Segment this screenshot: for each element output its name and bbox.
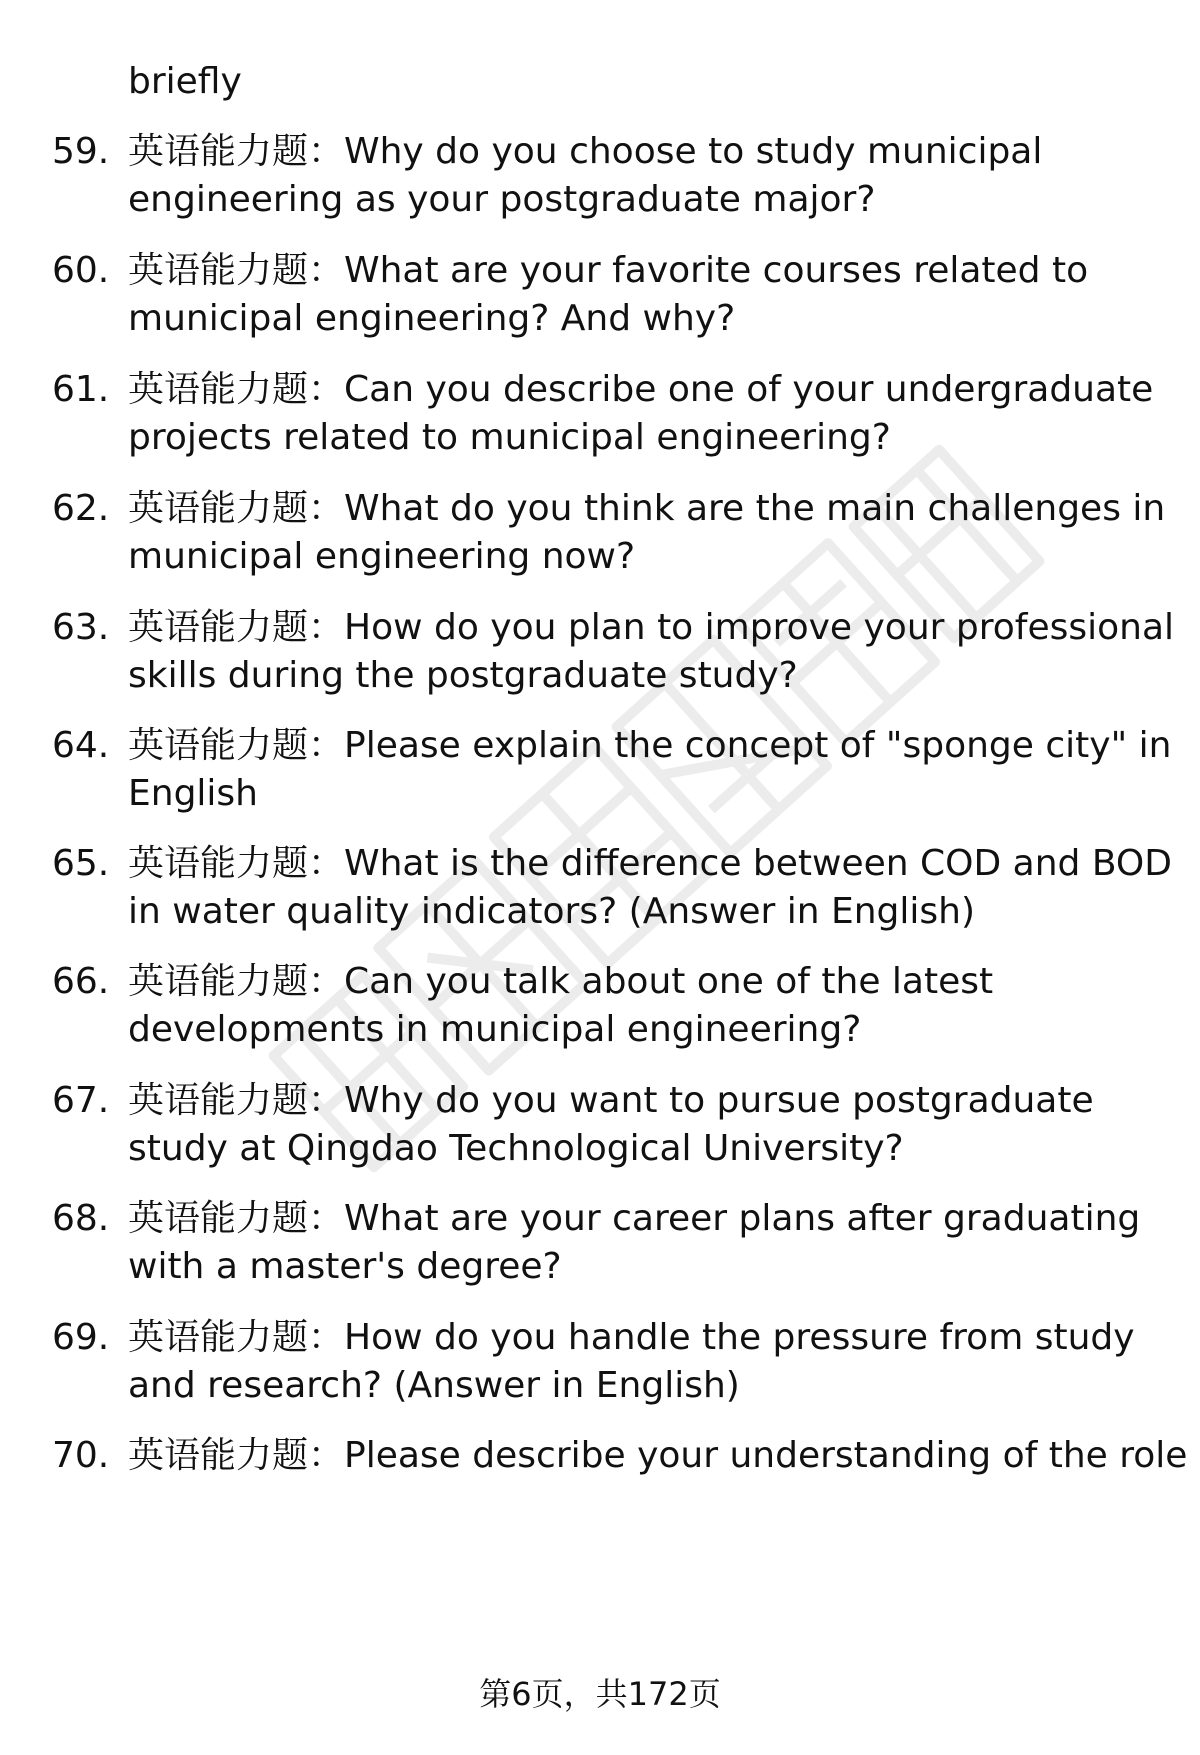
question-item-66 (52, 958, 1162, 1054)
question-item-68 (52, 1195, 1162, 1291)
question-item-62 (52, 485, 1166, 581)
question-item-64 (52, 722, 1172, 818)
question-number: 64. (52, 725, 110, 766)
question-item-70 (52, 1432, 1188, 1480)
question-text-line: 英语能力题：What are your favorite courses related to (128, 250, 1089, 291)
question-number: 63. (52, 607, 110, 648)
question-text-line: and research? (Answer in English) (128, 1365, 740, 1406)
question-text-line: with a master's degree? (128, 1246, 562, 1287)
question-text-line: projects related to municipal engineering? (128, 417, 891, 458)
question-item-63 (52, 604, 1175, 700)
question-text-line: municipal engineering now? (128, 536, 636, 577)
question-item-61 (52, 366, 1162, 462)
question-text-line: 英语能力题：Please explain the concept of "sponge city" in (128, 725, 1172, 766)
question-item-67 (52, 1077, 1162, 1173)
question-number: 59. (52, 131, 110, 172)
question-text-line: 英语能力题：Please describe your understanding of the role (128, 1435, 1188, 1476)
question-text-line: 英语能力题：Why do you want to pursue postgraduate (128, 1080, 1094, 1121)
question-text-line: engineering as your postgraduate major? (128, 179, 876, 220)
question-number: 62. (52, 488, 110, 529)
continued-text: briefly (128, 61, 242, 102)
question-text-line: in water quality indicators? (Answer in English) (128, 891, 976, 932)
question-number: 69. (52, 1317, 110, 1358)
question-text-line: municipal engineering? And why? (128, 298, 736, 339)
question-number: 65. (52, 843, 110, 884)
question-number: 67. (52, 1080, 110, 1121)
question-text-line: developments in municipal engineering? (128, 1009, 862, 1050)
question-text-line: 英语能力题：Why do you choose to study municipal (128, 131, 1043, 172)
question-text-line: English (128, 773, 258, 814)
question-item-59 (52, 128, 1162, 224)
question-text-line: 英语能力题：What do you think are the main challenges in (128, 488, 1166, 529)
question-item-65 (52, 840, 1172, 936)
question-item-69 (52, 1314, 1162, 1410)
question-number: 60. (52, 250, 110, 291)
question-number: 68. (52, 1198, 110, 1239)
question-number: 66. (52, 961, 110, 1002)
question-number: 61. (52, 369, 110, 410)
question-item-60 (52, 247, 1162, 343)
question-text-line: 英语能力题：What are your career plans after graduating (128, 1198, 1141, 1239)
question-text-line: skills during the postgraduate study? (128, 655, 798, 696)
page-footer: 第6页，共172页 (479, 1675, 721, 1713)
question-text-line: 英语能力题：Can you talk about one of the latest (128, 961, 994, 1002)
question-text-line: 英语能力题：How do you handle the pressure from study (128, 1317, 1135, 1358)
question-number: 70. (52, 1435, 110, 1476)
question-text-line: 英语能力题：Can you describe one of your undergraduate (128, 369, 1154, 410)
question-text-line: study at Qingdao Technological University? (128, 1128, 904, 1169)
question-text-line: 英语能力题：How do you plan to improve your professional (128, 607, 1175, 648)
question-text-line: 英语能力题：What is the difference between COD and BOD (128, 843, 1172, 884)
